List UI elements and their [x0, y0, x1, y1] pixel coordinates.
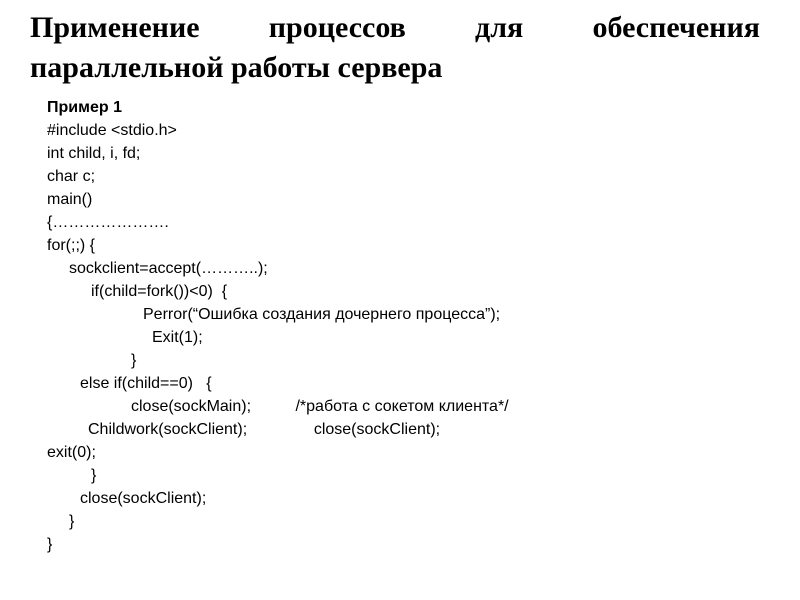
code-line: sockclient=accept(………..); — [69, 260, 268, 277]
code-line: Exit(1); — [152, 329, 203, 346]
code-line: } — [91, 467, 97, 484]
title-word: Применение — [30, 11, 200, 44]
code-line: main() — [47, 191, 93, 208]
code-line: Perror(“Ошибка создания дочернего процесса”); — [143, 306, 501, 323]
code-line: else if(child==0) { — [80, 375, 212, 392]
code-line: exit(0); — [47, 444, 96, 461]
code-line: #include <stdio.h> — [47, 122, 177, 139]
code-line: close(sockMain); /*работа с сокетом клиента*/ — [131, 398, 509, 415]
code-line: if(child=fork())<0) { — [91, 283, 228, 300]
code-line: {…………………. — [47, 214, 169, 231]
code-line: char c; — [47, 168, 96, 185]
title-word: процессов — [268, 11, 406, 44]
slide-title — [30, 8, 760, 88]
code-line: } — [47, 536, 53, 553]
title-line-2: параллельной работы сервера — [30, 51, 443, 84]
code-line: Childwork(sockClient); close(sockClient); — [88, 421, 441, 438]
title-word: для — [475, 11, 524, 44]
example-heading: Пример 1 — [47, 99, 122, 116]
code-line: } — [69, 513, 75, 530]
code-line: for(;;) { — [47, 237, 96, 254]
title-word: обеспечения — [592, 11, 760, 44]
title-line-1 — [30, 8, 760, 48]
code-line: } — [131, 352, 137, 369]
code-line: close(sockClient); — [80, 490, 207, 507]
code-line: int child, i, fd; — [47, 145, 141, 162]
